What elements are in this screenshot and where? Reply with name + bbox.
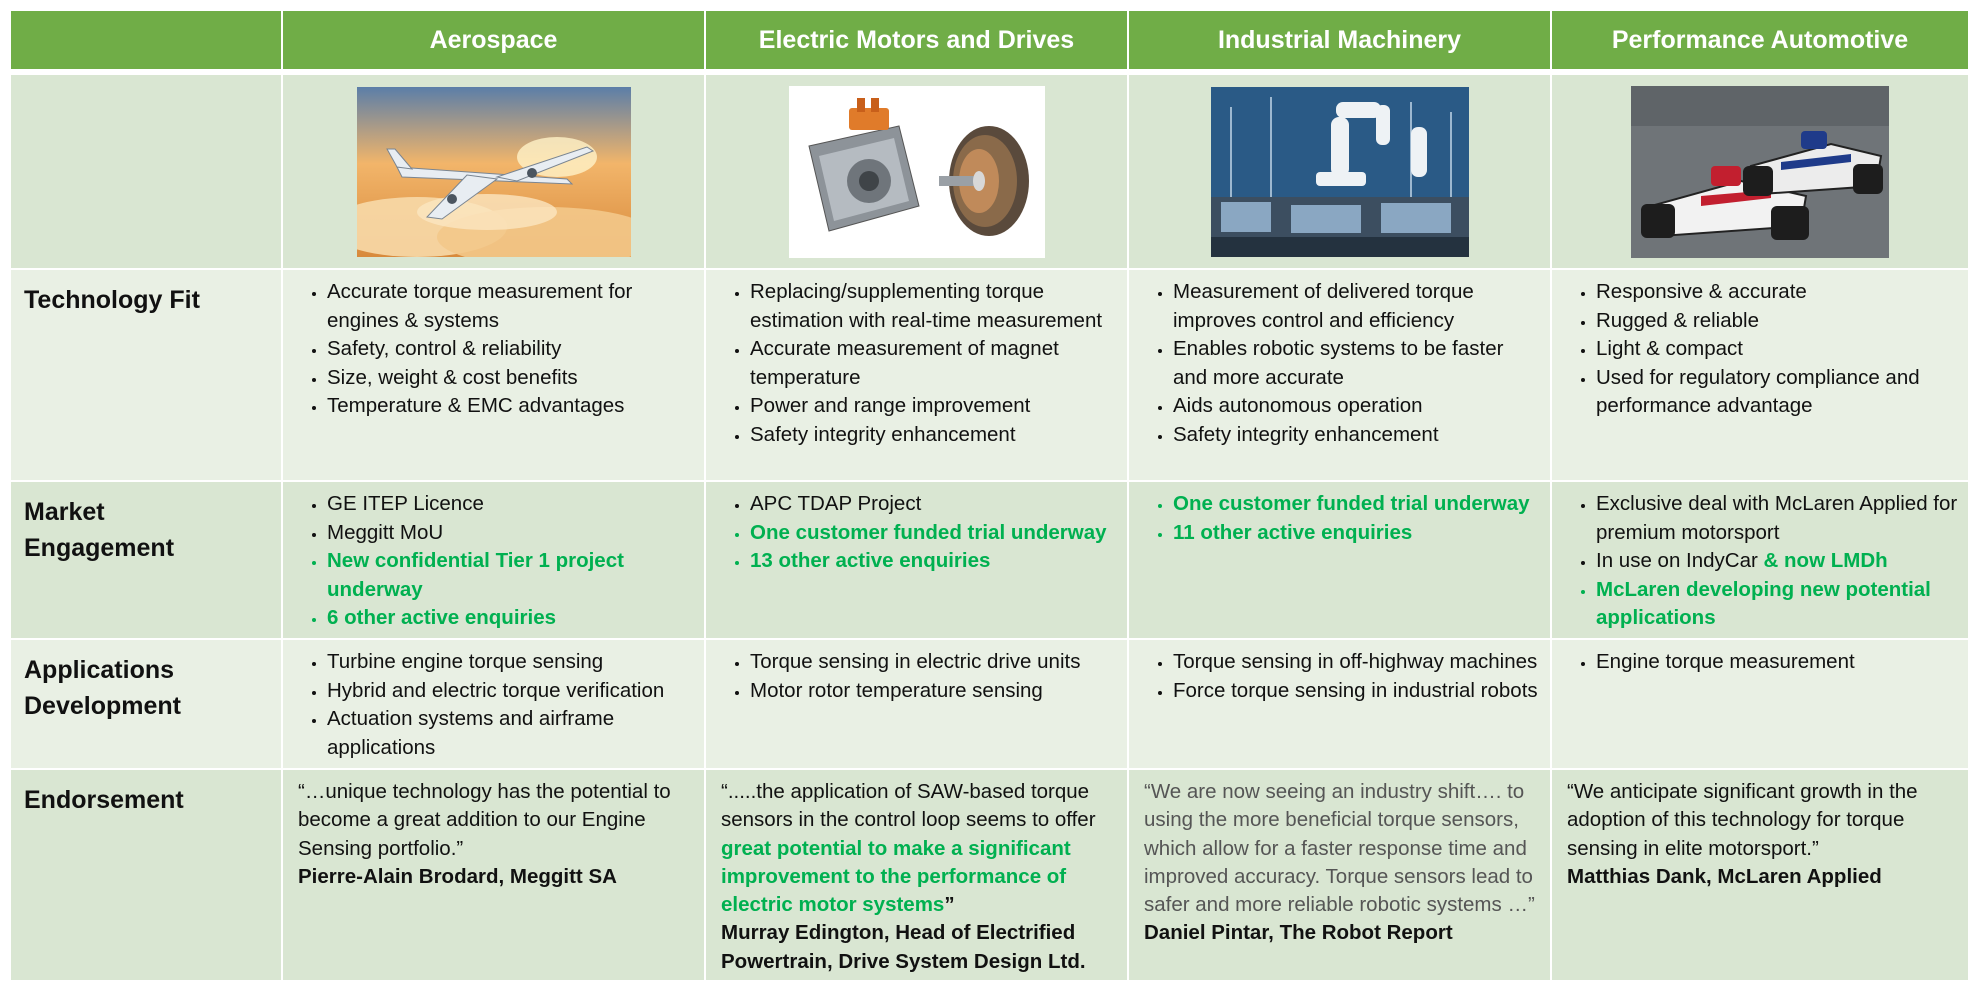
tech-fit-aerospace bbox=[283, 270, 706, 480]
industrial-robot-photo bbox=[1211, 87, 1469, 257]
list-item: • Exclusive deal with McLaren Applied for premium motorsport bbox=[1596, 490, 1960, 547]
tech-fit-industrial bbox=[1129, 270, 1552, 480]
market-industrial bbox=[1129, 482, 1552, 638]
list-item: • Force torque sensing in industrial robots bbox=[1173, 677, 1542, 706]
quote-text: “We are now seeing an industry shift…. to using the more beneficial torque sensors, which allow for a faster response time and improved accuracy. Torque sensors lead to safer and more reliable robotic systems …” bbox=[1144, 780, 1535, 917]
list-item-highlight: • 11 other active enquiries bbox=[1173, 519, 1542, 548]
row-label-applications-development bbox=[11, 640, 283, 768]
list-item-highlight: • 6 other active enquiries bbox=[327, 604, 696, 633]
list-item: • Used for regulatory compliance and performance advantage bbox=[1596, 364, 1960, 421]
list-item: • Hybrid and electric torque verification bbox=[327, 677, 696, 706]
list-item: • Light & compact bbox=[1596, 335, 1960, 364]
quote-author: Pierre-Alain Brodard, Meggitt SA bbox=[298, 864, 617, 888]
list-item: • Actuation systems and airframe applications bbox=[327, 705, 696, 762]
header-industrial: Industrial Machinery bbox=[1129, 11, 1552, 69]
list-item: • Meggitt MoU bbox=[327, 519, 696, 548]
quote-author: Matthias Dank, McLaren Applied bbox=[1567, 864, 1882, 888]
list-text: In use on IndyCar bbox=[1596, 549, 1758, 572]
row-label-endorsement: Endorsement bbox=[11, 770, 283, 980]
quote-author: Murray Edington, Head of Electrified Powertrain, Drive System Design Ltd. bbox=[721, 921, 1086, 973]
header-automotive: Performance Automotive bbox=[1611, 25, 1909, 54]
quote-highlight: great potential to make a significant improvement to the performance of electric motor systems bbox=[721, 836, 1071, 917]
header-row bbox=[11, 11, 1968, 69]
list-item: • Motor rotor temperature sensing bbox=[750, 677, 1119, 706]
list-item bbox=[1596, 547, 1960, 576]
list-item: • APC TDAP Project bbox=[750, 490, 1119, 519]
endorsement-motors bbox=[706, 770, 1129, 980]
image-row bbox=[11, 75, 1968, 268]
list-item: • Accurate measurement of magnet temperature bbox=[750, 335, 1119, 392]
list-item-highlight: • One customer funded trial underway bbox=[750, 519, 1119, 548]
row-label-technology-fit: Technology Fit bbox=[11, 270, 283, 480]
list-item: • Safety, control & reliability bbox=[327, 335, 696, 364]
market-automotive bbox=[1552, 482, 1968, 638]
market-aerospace bbox=[283, 482, 706, 638]
list-item: • Rugged & reliable bbox=[1596, 307, 1960, 336]
list-item-highlight: • One customer funded trial underway bbox=[1173, 490, 1542, 519]
list-item-highlight: • 13 other active enquiries bbox=[750, 547, 1119, 576]
tech-fit-automotive bbox=[1552, 270, 1968, 480]
list-item: • Aids autonomous operation bbox=[1173, 392, 1542, 421]
list-item: • GE ITEP Licence bbox=[327, 490, 696, 519]
endorsement-aerospace bbox=[283, 770, 706, 980]
label-line: Applications bbox=[24, 656, 175, 684]
apps-industrial bbox=[1129, 640, 1552, 768]
motors-image-cell bbox=[706, 75, 1129, 268]
quote-author: Daniel Pintar, The Robot Report bbox=[1144, 921, 1453, 945]
list-text-highlight: & now LMDh bbox=[1763, 549, 1888, 572]
quote-text bbox=[721, 778, 1117, 919]
row-label-market-engagement bbox=[11, 482, 283, 638]
header-motors: Electric Motors and Drives bbox=[706, 11, 1129, 69]
list-item: • Torque sensing in off-highway machines bbox=[1173, 648, 1542, 677]
image-row-empty bbox=[11, 75, 283, 268]
list-item-highlight: • McLaren developing new potential applications bbox=[1596, 576, 1960, 633]
automotive-image-cell bbox=[1552, 75, 1968, 268]
list-item: • Replacing/supplementing torque estimation with real-time measurement bbox=[750, 278, 1119, 335]
list-item: • Safety integrity enhancement bbox=[1173, 421, 1542, 450]
list-item: • Enables robotic systems to be faster and more accurate bbox=[1173, 335, 1542, 392]
list-item-highlight: • New confidential Tier 1 project underway bbox=[327, 547, 696, 604]
row-applications-development bbox=[11, 638, 1968, 768]
list-item: • Torque sensing in electric drive units bbox=[750, 648, 1119, 677]
label-line: Market bbox=[24, 498, 105, 526]
apps-automotive bbox=[1552, 640, 1968, 768]
quote-close: ” bbox=[944, 893, 955, 917]
quote-text: “…unique technology has the potential to become a great addition to our Engine Sensing portfolio.” bbox=[298, 780, 671, 860]
electric-motor-photo bbox=[789, 86, 1045, 258]
apps-motors bbox=[706, 640, 1129, 768]
label-line: Engagement bbox=[24, 534, 175, 562]
endorsement-automotive bbox=[1552, 770, 1968, 980]
list-item: • Safety integrity enhancement bbox=[750, 421, 1119, 450]
list-item: • Responsive & accurate bbox=[1596, 278, 1960, 307]
quote-part: “.....the application of SAW-based torque sensors in the control loop seems to offer bbox=[721, 780, 1096, 832]
quote-text: “We anticipate significant growth in the adoption of this technology for torque sensing in elite motorsport.” bbox=[1567, 780, 1918, 860]
airplane-photo bbox=[357, 87, 631, 257]
race-car-photo bbox=[1631, 86, 1889, 258]
row-technology-fit bbox=[11, 268, 1968, 480]
list-item: • Engine torque measurement bbox=[1596, 648, 1960, 677]
apps-aerospace bbox=[283, 640, 706, 768]
row-market-engagement bbox=[11, 480, 1968, 638]
list-item: • Temperature & EMC advantages bbox=[327, 392, 696, 421]
aerospace-image-cell bbox=[283, 75, 706, 268]
comparison-table bbox=[11, 11, 1968, 980]
list-item: • Measurement of delivered torque improves control and efficiency bbox=[1173, 278, 1542, 335]
market-motors bbox=[706, 482, 1129, 638]
industrial-image-cell bbox=[1129, 75, 1552, 268]
list-item: • Accurate torque measurement for engines & systems bbox=[327, 278, 696, 335]
header-empty bbox=[11, 11, 283, 69]
tech-fit-motors bbox=[706, 270, 1129, 480]
list-item: • Size, weight & cost benefits bbox=[327, 364, 696, 393]
row-endorsement bbox=[11, 768, 1968, 980]
endorsement-industrial bbox=[1129, 770, 1552, 980]
list-item: • Turbine engine torque sensing bbox=[327, 648, 696, 677]
list-item: • Power and range improvement bbox=[750, 392, 1119, 421]
header-aerospace: Aerospace bbox=[283, 11, 706, 69]
label-line: Development bbox=[24, 692, 181, 720]
